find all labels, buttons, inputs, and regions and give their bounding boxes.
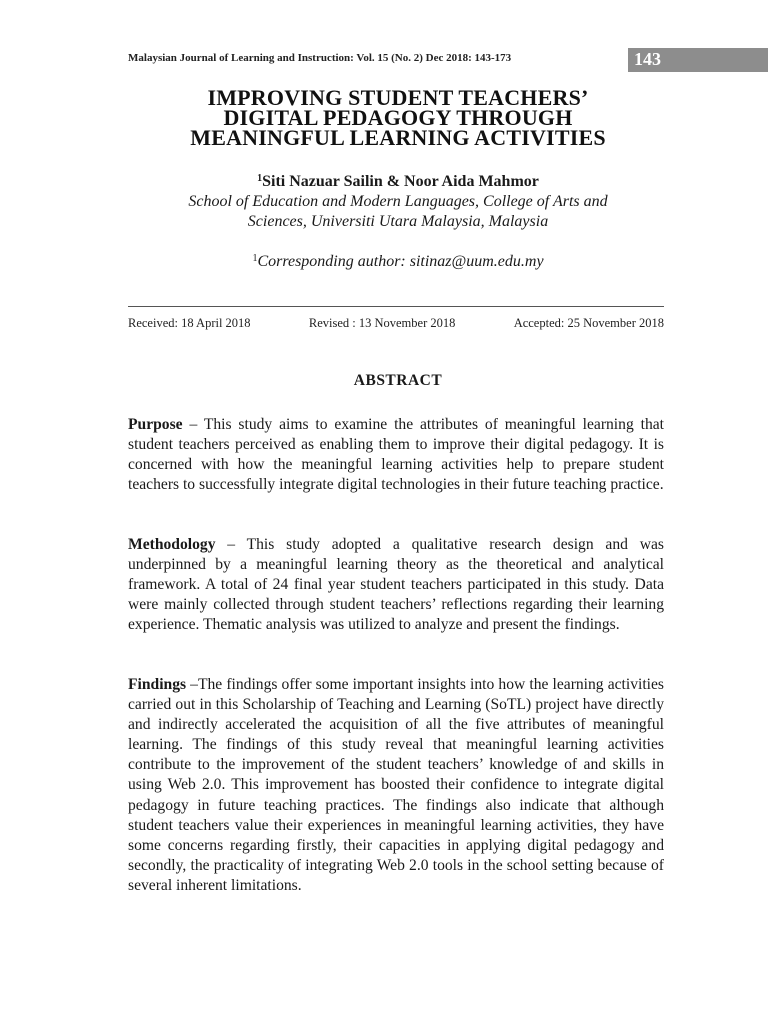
title-line: DIGITAL PEDAGOGY THROUGH [223, 105, 573, 130]
title-line: MEANINGFUL LEARNING ACTIVITIES [190, 125, 606, 150]
author-superscript: 1 [257, 173, 263, 184]
author-names: Siti Nazuar Sailin & Noor Aida Mahmor [262, 173, 539, 190]
methodology-paragraph [128, 535, 664, 635]
findings-text: –The findings offer some important insights into how the learning activities carried out in this Scholarship of Teaching and Learning (SoTL) project have directly and indirectly accelerated the acquisition of all the five attributes of meaningful learning. The findings of this study reveal that meaningful learning activities contribute to the improvement of the student teachers’ knowledge of and skills in using Web 2.0. This improvement has boosted their confidence to integrate digital pedagogy in future teaching practices. The findings also indicate that although student teachers value their experiences in meaningful learning activities, they have some concerns regarding firstly, their capacities in applying digital pedagogy and secondly, the practicality of integrating Web 2.0 tools in the school setting because of several inherent limitations. [128, 676, 664, 894]
affiliation [128, 192, 668, 232]
accepted-date: Accepted: 25 November 2018 [513, 316, 664, 330]
abstract-heading: ABSTRACT [353, 372, 443, 389]
page-number: 143 [634, 49, 661, 69]
journal-citation: Malaysian Journal of Learning and Instruction: Vol. 15 (No. 2) Dec 2018: 143-173 [128, 52, 512, 64]
methodology-label: Methodology [128, 536, 216, 553]
corresponding-superscript: 1 [252, 253, 258, 264]
received-date: Received: 18 April 2018 [128, 316, 251, 330]
purpose-label: Purpose [128, 416, 183, 433]
affiliation-line: Sciences, Universiti Utara Malaysia, Malaysia [247, 213, 549, 230]
findings-label: Findings [128, 676, 187, 693]
running-header [128, 48, 768, 72]
revised-date: Revised : 13 November 2018 [308, 316, 456, 330]
corresponding-author [128, 253, 668, 271]
paper-title [128, 85, 668, 150]
submission-dates [128, 316, 664, 331]
purpose-paragraph [128, 415, 664, 495]
affiliation-line: School of Education and Modern Languages, College of Arts and [188, 193, 608, 210]
methodology-text: – This study adopted a qualitative research design and was underpinned by a meaningful learning theory as the theoretical and analytical framework. A total of 24 final year student teachers participated in this study. Data were mainly collected through student teachers’ reflections regarding their learning experience. Thematic analysis was utilized to analyze and present the findings. [128, 536, 664, 634]
divider-rule [128, 306, 664, 307]
page-number-box [628, 48, 768, 72]
authors [128, 173, 668, 191]
purpose-text: – This study aims to examine the attributes of meaningful learning that student teachers perceived as enabling them to improve their digital pedagogy. It is concerned with how the meaningful learning activities help to prepare student teachers to successfully integrate digital technologies in their future teaching practice. [128, 416, 664, 494]
corresponding-text: Corresponding author: sitinaz@uum.edu.my [257, 253, 544, 270]
findings-paragraph [128, 675, 664, 896]
title-line: IMPROVING STUDENT TEACHERS’ [207, 85, 589, 110]
